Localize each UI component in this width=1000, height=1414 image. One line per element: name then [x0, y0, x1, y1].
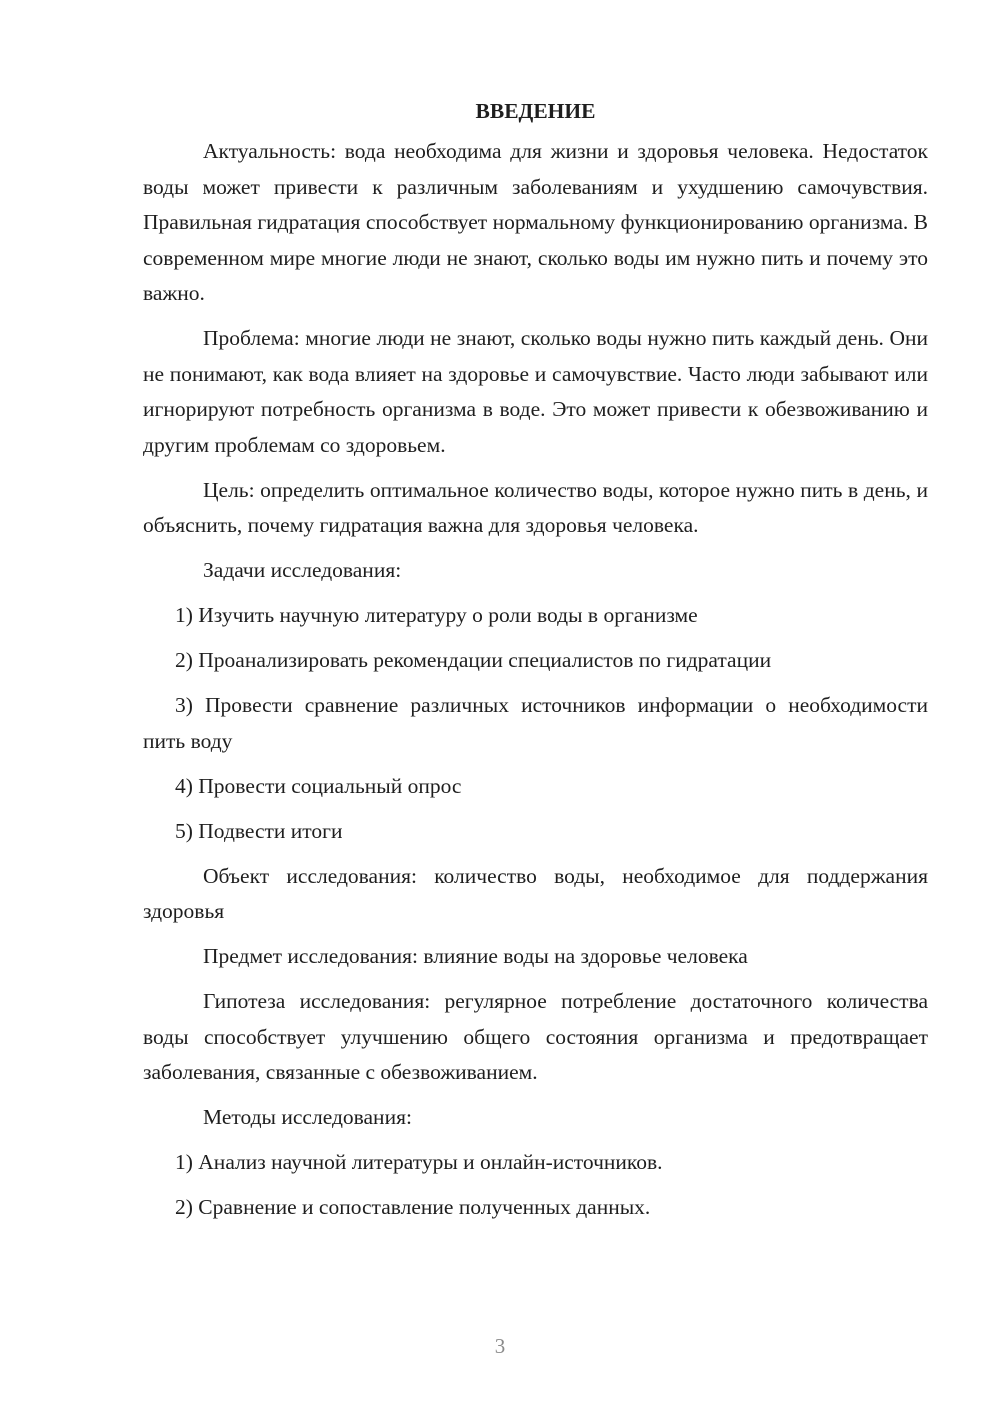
- problem-paragraph: Проблема: многие люди не знают, сколько воды нужно пить каждый день. Они не понимают, как вода влияет на здоровье и самочувствие. Часто люди забывают или игнорируют потребность организма в воде. Это может привести к обезвоживанию и другим проблемам со здоровьем.: [143, 326, 928, 457]
- task-item: 4) Провести социальный опрос: [175, 773, 462, 798]
- method-item: 2) Сравнение и сопоставление полученных данных.: [175, 1195, 651, 1219]
- research-subject-paragraph: Предмет исследования: влияние воды на здоровье человека: [203, 944, 748, 968]
- tasks-heading: Задачи исследования:: [203, 558, 402, 582]
- task-item: 5) Подвести итоги: [175, 818, 343, 843]
- task-item: 1) Изучить научную литературу о роли воды в организме: [175, 603, 698, 627]
- task-item: 3) Провести сравнение различных источников информации о необходимости пить воду: [143, 693, 928, 753]
- page-number: 3: [494, 1334, 506, 1358]
- document-body: [143, 96, 928, 1235]
- methods-heading: Методы исследования:: [203, 1105, 412, 1129]
- method-item: 1) Анализ научной литературы и онлайн-источников.: [175, 1150, 663, 1174]
- hypothesis-paragraph: Гипотеза исследования: регулярное потребление достаточного количества воды способствует улучшению общего состояния организма и предотвращает заболевания, связанные с обезвоживанием.: [143, 989, 928, 1084]
- task-item: 2) Проанализировать рекомендации специалистов по гидратации: [175, 648, 772, 672]
- relevance-paragraph: Актуальность: вода необходима для жизни и здоровья человека. Недостаток воды может привести к различным заболеваниям и ухудшению самочувствия. Правильная гидратация способствует нормальному функционированию организма. В современном мире многие люди не знают, сколько воды им нужно пить и почему это важно.: [143, 139, 928, 305]
- goal-paragraph: Цель: определить оптимальное количество воды, которое нужно пить в день, и объяснить, почему гидратация важна для здоровья человека.: [143, 477, 928, 537]
- page-title: ВВЕДЕНИЕ: [475, 99, 596, 123]
- research-object-paragraph: Объект исследования: количество воды, необходимое для поддержания здоровья: [143, 863, 928, 923]
